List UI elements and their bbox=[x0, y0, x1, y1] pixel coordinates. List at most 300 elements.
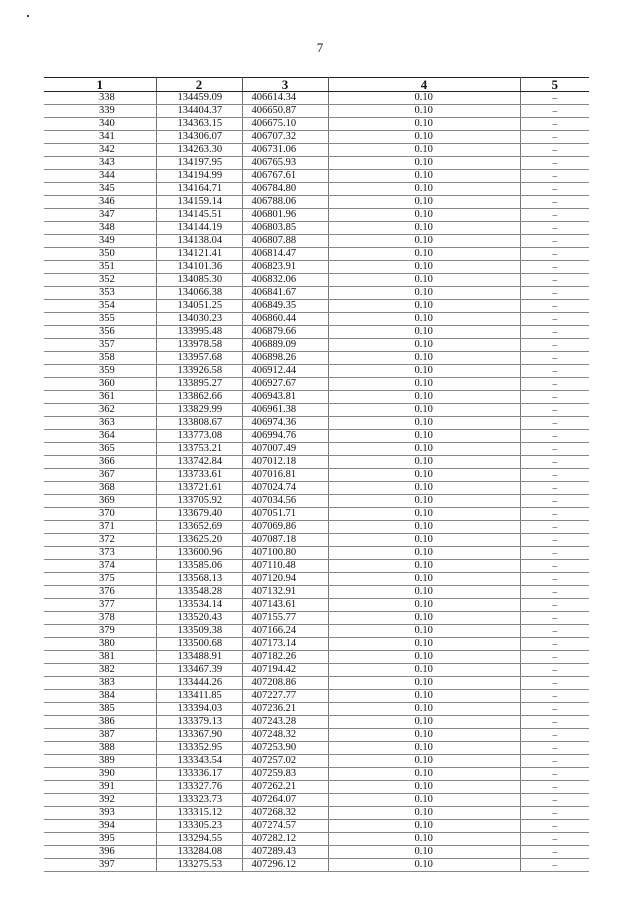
point-number-cell: 347 bbox=[44, 209, 156, 222]
x-coordinate-cell: 133600.96 bbox=[156, 547, 242, 560]
note-cell: – bbox=[520, 482, 589, 495]
table-row bbox=[44, 599, 589, 612]
note-cell: – bbox=[520, 794, 589, 807]
note-cell: – bbox=[520, 729, 589, 742]
point-number-cell: 368 bbox=[44, 482, 156, 495]
y-coordinate-cell: 407100.80 bbox=[242, 547, 328, 560]
table-row bbox=[44, 261, 589, 274]
point-number-cell: 379 bbox=[44, 625, 156, 638]
note-cell: – bbox=[520, 859, 589, 872]
x-coordinate-cell: 134085.30 bbox=[156, 274, 242, 287]
accuracy-cell: 0.10 bbox=[328, 92, 520, 105]
accuracy-cell: 0.10 bbox=[328, 807, 520, 820]
column-header-5: 5 bbox=[520, 78, 589, 92]
x-coordinate-cell: 134197.95 bbox=[156, 157, 242, 170]
y-coordinate-cell: 407132.91 bbox=[242, 586, 328, 599]
y-coordinate-cell: 407243.28 bbox=[242, 716, 328, 729]
accuracy-cell: 0.10 bbox=[328, 534, 520, 547]
note-cell: – bbox=[520, 469, 589, 482]
y-coordinate-cell: 406767.61 bbox=[242, 170, 328, 183]
accuracy-cell: 0.10 bbox=[328, 365, 520, 378]
note-cell: – bbox=[520, 326, 589, 339]
x-coordinate-cell: 133336.17 bbox=[156, 768, 242, 781]
x-coordinate-cell: 133352.95 bbox=[156, 742, 242, 755]
y-coordinate-cell: 407166.24 bbox=[242, 625, 328, 638]
point-number-cell: 367 bbox=[44, 469, 156, 482]
table-row bbox=[44, 456, 589, 469]
y-coordinate-cell: 406801.96 bbox=[242, 209, 328, 222]
y-coordinate-cell: 407007.49 bbox=[242, 443, 328, 456]
point-number-cell: 360 bbox=[44, 378, 156, 391]
table-row bbox=[44, 755, 589, 768]
note-cell: – bbox=[520, 157, 589, 170]
accuracy-cell: 0.10 bbox=[328, 716, 520, 729]
note-cell: – bbox=[520, 703, 589, 716]
accuracy-cell: 0.10 bbox=[328, 599, 520, 612]
accuracy-cell: 0.10 bbox=[328, 144, 520, 157]
y-coordinate-cell: 407264.07 bbox=[242, 794, 328, 807]
table-row bbox=[44, 560, 589, 573]
x-coordinate-cell: 133534.14 bbox=[156, 599, 242, 612]
table-row bbox=[44, 820, 589, 833]
table-row bbox=[44, 859, 589, 872]
y-coordinate-cell: 406860.44 bbox=[242, 313, 328, 326]
accuracy-cell: 0.10 bbox=[328, 625, 520, 638]
y-coordinate-cell: 406788.06 bbox=[242, 196, 328, 209]
table-row bbox=[44, 846, 589, 859]
table-row bbox=[44, 287, 589, 300]
note-cell: – bbox=[520, 352, 589, 365]
point-number-cell: 339 bbox=[44, 105, 156, 118]
table-row bbox=[44, 157, 589, 170]
accuracy-cell: 0.10 bbox=[328, 430, 520, 443]
y-coordinate-cell: 407120.94 bbox=[242, 573, 328, 586]
column-header-4: 4 bbox=[328, 78, 520, 92]
note-cell: – bbox=[520, 612, 589, 625]
point-number-cell: 362 bbox=[44, 404, 156, 417]
note-cell: – bbox=[520, 105, 589, 118]
note-cell: – bbox=[520, 300, 589, 313]
note-cell: – bbox=[520, 495, 589, 508]
note-cell: – bbox=[520, 131, 589, 144]
note-cell: – bbox=[520, 664, 589, 677]
y-coordinate-cell: 407069.86 bbox=[242, 521, 328, 534]
table-row bbox=[44, 729, 589, 742]
table-row bbox=[44, 248, 589, 261]
table-row bbox=[44, 742, 589, 755]
table-row bbox=[44, 508, 589, 521]
x-coordinate-cell: 133294.55 bbox=[156, 833, 242, 846]
x-coordinate-cell: 133978.58 bbox=[156, 339, 242, 352]
y-coordinate-cell: 407289.43 bbox=[242, 846, 328, 859]
note-cell: – bbox=[520, 573, 589, 586]
table-row bbox=[44, 443, 589, 456]
point-number-cell: 353 bbox=[44, 287, 156, 300]
accuracy-cell: 0.10 bbox=[328, 768, 520, 781]
y-coordinate-cell: 407182.26 bbox=[242, 651, 328, 664]
point-number-cell: 345 bbox=[44, 183, 156, 196]
point-number-cell: 381 bbox=[44, 651, 156, 664]
column-header-1: 1 bbox=[44, 78, 156, 92]
x-coordinate-cell: 133520.43 bbox=[156, 612, 242, 625]
table-row bbox=[44, 547, 589, 560]
accuracy-cell: 0.10 bbox=[328, 794, 520, 807]
x-coordinate-cell: 134263.30 bbox=[156, 144, 242, 157]
table-row bbox=[44, 222, 589, 235]
accuracy-cell: 0.10 bbox=[328, 729, 520, 742]
y-coordinate-cell: 407110.48 bbox=[242, 560, 328, 573]
accuracy-cell: 0.10 bbox=[328, 586, 520, 599]
table-header-row bbox=[44, 78, 589, 92]
point-number-cell: 374 bbox=[44, 560, 156, 573]
y-coordinate-cell: 407268.32 bbox=[242, 807, 328, 820]
x-coordinate-cell: 134404.37 bbox=[156, 105, 242, 118]
y-coordinate-cell: 407259.83 bbox=[242, 768, 328, 781]
table-row bbox=[44, 534, 589, 547]
accuracy-cell: 0.10 bbox=[328, 118, 520, 131]
accuracy-cell: 0.10 bbox=[328, 547, 520, 560]
x-coordinate-cell: 134066.38 bbox=[156, 287, 242, 300]
point-number-cell: 397 bbox=[44, 859, 156, 872]
y-coordinate-cell: 407173.14 bbox=[242, 638, 328, 651]
y-coordinate-cell: 406898.26 bbox=[242, 352, 328, 365]
point-number-cell: 390 bbox=[44, 768, 156, 781]
note-cell: – bbox=[520, 547, 589, 560]
accuracy-cell: 0.10 bbox=[328, 612, 520, 625]
table-row bbox=[44, 781, 589, 794]
point-number-cell: 370 bbox=[44, 508, 156, 521]
y-coordinate-cell: 406731.06 bbox=[242, 144, 328, 157]
table-row bbox=[44, 404, 589, 417]
x-coordinate-cell: 133862.66 bbox=[156, 391, 242, 404]
x-coordinate-cell: 133394.03 bbox=[156, 703, 242, 716]
y-coordinate-cell: 407296.12 bbox=[242, 859, 328, 872]
accuracy-cell: 0.10 bbox=[328, 157, 520, 170]
table-row bbox=[44, 300, 589, 313]
point-number-cell: 383 bbox=[44, 677, 156, 690]
accuracy-cell: 0.10 bbox=[328, 833, 520, 846]
x-coordinate-cell: 133327.76 bbox=[156, 781, 242, 794]
table-row bbox=[44, 430, 589, 443]
y-coordinate-cell: 407274.57 bbox=[242, 820, 328, 833]
table-row bbox=[44, 651, 589, 664]
x-coordinate-cell: 134144.19 bbox=[156, 222, 242, 235]
y-coordinate-cell: 406803.85 bbox=[242, 222, 328, 235]
accuracy-cell: 0.10 bbox=[328, 352, 520, 365]
y-coordinate-cell: 407262.21 bbox=[242, 781, 328, 794]
x-coordinate-cell: 133343.54 bbox=[156, 755, 242, 768]
accuracy-cell: 0.10 bbox=[328, 235, 520, 248]
y-coordinate-cell: 406927.67 bbox=[242, 378, 328, 391]
x-coordinate-cell: 133411.85 bbox=[156, 690, 242, 703]
y-coordinate-cell: 407012.18 bbox=[242, 456, 328, 469]
table-row bbox=[44, 677, 589, 690]
note-cell: – bbox=[520, 755, 589, 768]
table-row bbox=[44, 313, 589, 326]
note-cell: – bbox=[520, 365, 589, 378]
table-row bbox=[44, 521, 589, 534]
point-number-cell: 387 bbox=[44, 729, 156, 742]
accuracy-cell: 0.10 bbox=[328, 846, 520, 859]
x-coordinate-cell: 133284.08 bbox=[156, 846, 242, 859]
y-coordinate-cell: 407034.56 bbox=[242, 495, 328, 508]
y-coordinate-cell: 406849.35 bbox=[242, 300, 328, 313]
table-row bbox=[44, 105, 589, 118]
note-cell: – bbox=[520, 339, 589, 352]
accuracy-cell: 0.10 bbox=[328, 755, 520, 768]
accuracy-cell: 0.10 bbox=[328, 248, 520, 261]
table-row bbox=[44, 417, 589, 430]
point-number-cell: 358 bbox=[44, 352, 156, 365]
note-cell: – bbox=[520, 443, 589, 456]
note-cell: – bbox=[520, 378, 589, 391]
point-number-cell: 386 bbox=[44, 716, 156, 729]
x-coordinate-cell: 133733.61 bbox=[156, 469, 242, 482]
accuracy-cell: 0.10 bbox=[328, 313, 520, 326]
note-cell: – bbox=[520, 170, 589, 183]
point-number-cell: 365 bbox=[44, 443, 156, 456]
y-coordinate-cell: 406823.91 bbox=[242, 261, 328, 274]
table-row bbox=[44, 144, 589, 157]
y-coordinate-cell: 406784.80 bbox=[242, 183, 328, 196]
column-header-2: 2 bbox=[156, 78, 242, 92]
point-number-cell: 341 bbox=[44, 131, 156, 144]
point-number-cell: 369 bbox=[44, 495, 156, 508]
note-cell: – bbox=[520, 417, 589, 430]
accuracy-cell: 0.10 bbox=[328, 287, 520, 300]
accuracy-cell: 0.10 bbox=[328, 521, 520, 534]
accuracy-cell: 0.10 bbox=[328, 573, 520, 586]
table-row bbox=[44, 235, 589, 248]
note-cell: – bbox=[520, 430, 589, 443]
note-cell: – bbox=[520, 313, 589, 326]
accuracy-cell: 0.10 bbox=[328, 209, 520, 222]
note-cell: – bbox=[520, 248, 589, 261]
table-row bbox=[44, 469, 589, 482]
point-number-cell: 382 bbox=[44, 664, 156, 677]
note-cell: – bbox=[520, 274, 589, 287]
point-number-cell: 348 bbox=[44, 222, 156, 235]
point-number-cell: 361 bbox=[44, 391, 156, 404]
point-number-cell: 355 bbox=[44, 313, 156, 326]
table-row bbox=[44, 131, 589, 144]
note-cell: – bbox=[520, 534, 589, 547]
y-coordinate-cell: 406879.66 bbox=[242, 326, 328, 339]
y-coordinate-cell: 406814.47 bbox=[242, 248, 328, 261]
y-coordinate-cell: 407155.77 bbox=[242, 612, 328, 625]
accuracy-cell: 0.10 bbox=[328, 677, 520, 690]
note-cell: – bbox=[520, 222, 589, 235]
point-number-cell: 371 bbox=[44, 521, 156, 534]
note-cell: – bbox=[520, 781, 589, 794]
point-number-cell: 395 bbox=[44, 833, 156, 846]
note-cell: – bbox=[520, 456, 589, 469]
accuracy-cell: 0.10 bbox=[328, 274, 520, 287]
accuracy-cell: 0.10 bbox=[328, 456, 520, 469]
x-coordinate-cell: 133773.08 bbox=[156, 430, 242, 443]
accuracy-cell: 0.10 bbox=[328, 651, 520, 664]
note-cell: – bbox=[520, 768, 589, 781]
table-body bbox=[44, 92, 589, 872]
y-coordinate-cell: 407143.61 bbox=[242, 599, 328, 612]
note-cell: – bbox=[520, 846, 589, 859]
x-coordinate-cell: 133315.12 bbox=[156, 807, 242, 820]
point-number-cell: 359 bbox=[44, 365, 156, 378]
point-number-cell: 354 bbox=[44, 300, 156, 313]
table-row bbox=[44, 482, 589, 495]
accuracy-cell: 0.10 bbox=[328, 560, 520, 573]
x-coordinate-cell: 134051.25 bbox=[156, 300, 242, 313]
point-number-cell: 385 bbox=[44, 703, 156, 716]
note-cell: – bbox=[520, 92, 589, 105]
x-coordinate-cell: 134194.99 bbox=[156, 170, 242, 183]
x-coordinate-cell: 133753.21 bbox=[156, 443, 242, 456]
y-coordinate-cell: 407087.18 bbox=[242, 534, 328, 547]
x-coordinate-cell: 133275.53 bbox=[156, 859, 242, 872]
note-cell: – bbox=[520, 391, 589, 404]
note-cell: – bbox=[520, 508, 589, 521]
x-coordinate-cell: 133995.48 bbox=[156, 326, 242, 339]
note-cell: – bbox=[520, 183, 589, 196]
y-coordinate-cell: 407208.86 bbox=[242, 677, 328, 690]
note-cell: – bbox=[520, 820, 589, 833]
coordinates-table bbox=[44, 77, 589, 872]
table-row bbox=[44, 768, 589, 781]
x-coordinate-cell: 133652.69 bbox=[156, 521, 242, 534]
y-coordinate-cell: 406974.36 bbox=[242, 417, 328, 430]
x-coordinate-cell: 133500.68 bbox=[156, 638, 242, 651]
x-coordinate-cell: 133957.68 bbox=[156, 352, 242, 365]
table-row bbox=[44, 807, 589, 820]
accuracy-cell: 0.10 bbox=[328, 326, 520, 339]
x-coordinate-cell: 134159.14 bbox=[156, 196, 242, 209]
table-row bbox=[44, 118, 589, 131]
point-number-cell: 393 bbox=[44, 807, 156, 820]
table-row bbox=[44, 794, 589, 807]
y-coordinate-cell: 406707.32 bbox=[242, 131, 328, 144]
y-coordinate-cell: 407236.21 bbox=[242, 703, 328, 716]
point-number-cell: 380 bbox=[44, 638, 156, 651]
note-cell: – bbox=[520, 807, 589, 820]
x-coordinate-cell: 134101.36 bbox=[156, 261, 242, 274]
x-coordinate-cell: 133808.67 bbox=[156, 417, 242, 430]
x-coordinate-cell: 134145.51 bbox=[156, 209, 242, 222]
x-coordinate-cell: 133444.26 bbox=[156, 677, 242, 690]
accuracy-cell: 0.10 bbox=[328, 664, 520, 677]
point-number-cell: 384 bbox=[44, 690, 156, 703]
note-cell: – bbox=[520, 287, 589, 300]
x-coordinate-cell: 133705.92 bbox=[156, 495, 242, 508]
accuracy-cell: 0.10 bbox=[328, 495, 520, 508]
y-coordinate-cell: 407227.77 bbox=[242, 690, 328, 703]
x-coordinate-cell: 133509.38 bbox=[156, 625, 242, 638]
y-coordinate-cell: 406614.34 bbox=[242, 92, 328, 105]
y-coordinate-cell: 407194.42 bbox=[242, 664, 328, 677]
table-row bbox=[44, 352, 589, 365]
note-cell: – bbox=[520, 404, 589, 417]
y-coordinate-cell: 406912.44 bbox=[242, 365, 328, 378]
y-coordinate-cell: 406961.38 bbox=[242, 404, 328, 417]
x-coordinate-cell: 133926.58 bbox=[156, 365, 242, 378]
table-row bbox=[44, 716, 589, 729]
accuracy-cell: 0.10 bbox=[328, 703, 520, 716]
accuracy-cell: 0.10 bbox=[328, 196, 520, 209]
y-coordinate-cell: 407016.81 bbox=[242, 469, 328, 482]
table-row bbox=[44, 326, 589, 339]
y-coordinate-cell: 407248.32 bbox=[242, 729, 328, 742]
point-number-cell: 350 bbox=[44, 248, 156, 261]
note-cell: – bbox=[520, 651, 589, 664]
point-number-cell: 364 bbox=[44, 430, 156, 443]
y-coordinate-cell: 407257.02 bbox=[242, 755, 328, 768]
table-row bbox=[44, 209, 589, 222]
y-coordinate-cell: 406650.87 bbox=[242, 105, 328, 118]
x-coordinate-cell: 134459.09 bbox=[156, 92, 242, 105]
x-coordinate-cell: 133367.90 bbox=[156, 729, 242, 742]
point-number-cell: 377 bbox=[44, 599, 156, 612]
x-coordinate-cell: 133895.27 bbox=[156, 378, 242, 391]
point-number-cell: 352 bbox=[44, 274, 156, 287]
note-cell: – bbox=[520, 560, 589, 573]
table-row bbox=[44, 625, 589, 638]
point-number-cell: 366 bbox=[44, 456, 156, 469]
point-number-cell: 342 bbox=[44, 144, 156, 157]
point-number-cell: 357 bbox=[44, 339, 156, 352]
note-cell: – bbox=[520, 586, 589, 599]
column-header-3: 3 bbox=[242, 78, 328, 92]
point-number-cell: 378 bbox=[44, 612, 156, 625]
y-coordinate-cell: 406807.88 bbox=[242, 235, 328, 248]
note-cell: – bbox=[520, 599, 589, 612]
table-row bbox=[44, 170, 589, 183]
note-cell: – bbox=[520, 521, 589, 534]
point-number-cell: 396 bbox=[44, 846, 156, 859]
table-row bbox=[44, 391, 589, 404]
x-coordinate-cell: 134164.71 bbox=[156, 183, 242, 196]
table-row bbox=[44, 573, 589, 586]
x-coordinate-cell: 133379.13 bbox=[156, 716, 242, 729]
table-row bbox=[44, 612, 589, 625]
point-number-cell: 349 bbox=[44, 235, 156, 248]
x-coordinate-cell: 134138.04 bbox=[156, 235, 242, 248]
accuracy-cell: 0.10 bbox=[328, 261, 520, 274]
point-number-cell: 388 bbox=[44, 742, 156, 755]
accuracy-cell: 0.10 bbox=[328, 417, 520, 430]
point-number-cell: 338 bbox=[44, 92, 156, 105]
table-row bbox=[44, 365, 589, 378]
x-coordinate-cell: 133829.99 bbox=[156, 404, 242, 417]
x-coordinate-cell: 133305.23 bbox=[156, 820, 242, 833]
point-number-cell: 389 bbox=[44, 755, 156, 768]
point-number-cell: 346 bbox=[44, 196, 156, 209]
point-number-cell: 343 bbox=[44, 157, 156, 170]
note-cell: – bbox=[520, 235, 589, 248]
x-coordinate-cell: 133568.13 bbox=[156, 573, 242, 586]
y-coordinate-cell: 407024.74 bbox=[242, 482, 328, 495]
table-row bbox=[44, 703, 589, 716]
accuracy-cell: 0.10 bbox=[328, 690, 520, 703]
y-coordinate-cell: 406832.06 bbox=[242, 274, 328, 287]
table-row bbox=[44, 690, 589, 703]
y-coordinate-cell: 406994.76 bbox=[242, 430, 328, 443]
point-number-cell: 351 bbox=[44, 261, 156, 274]
note-cell: – bbox=[520, 209, 589, 222]
table-row bbox=[44, 274, 589, 287]
note-cell: – bbox=[520, 196, 589, 209]
point-number-cell: 344 bbox=[44, 170, 156, 183]
note-cell: – bbox=[520, 690, 589, 703]
point-number-cell: 340 bbox=[44, 118, 156, 131]
